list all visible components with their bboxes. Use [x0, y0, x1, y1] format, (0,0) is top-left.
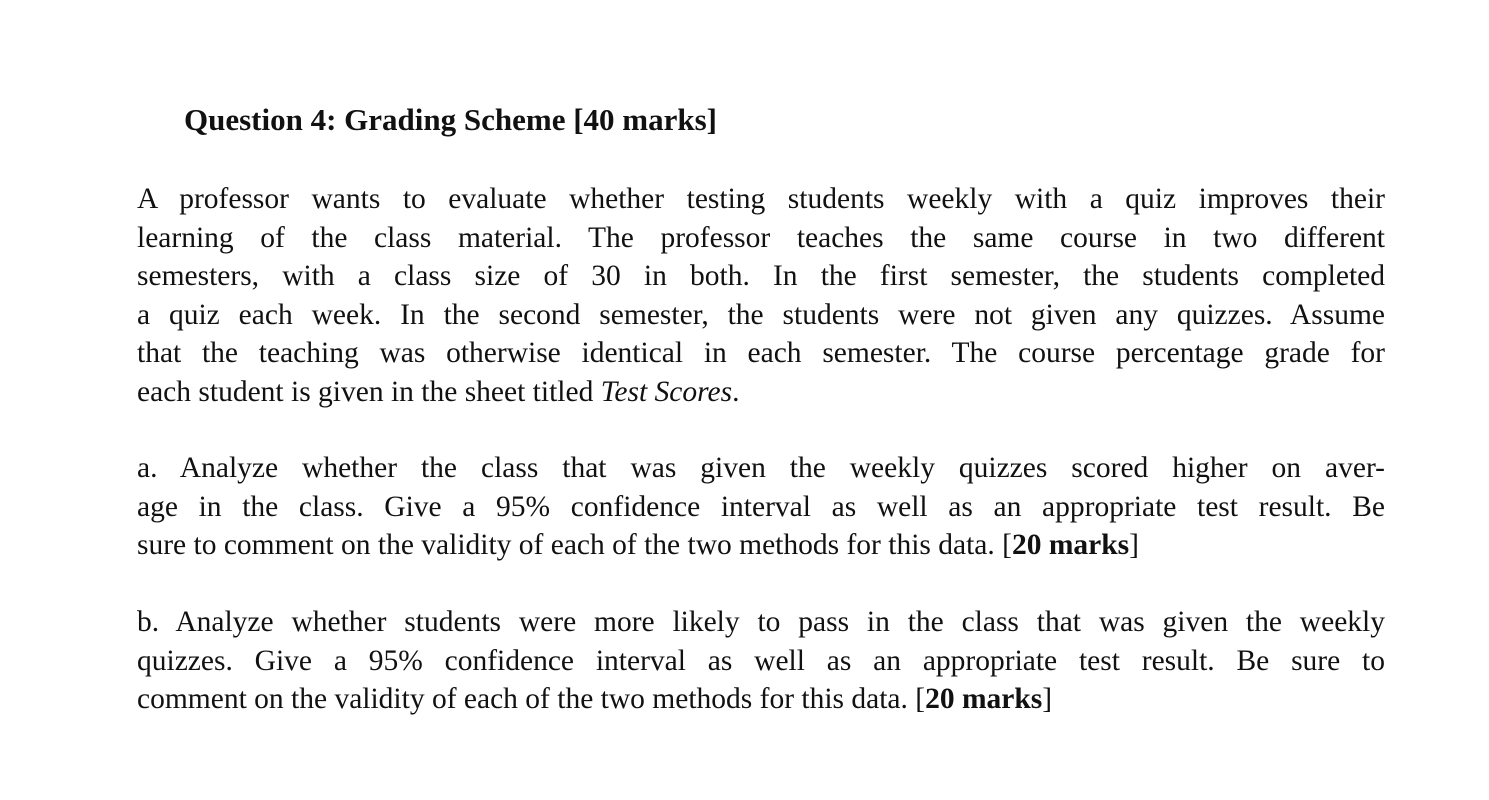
part-b-line: b. Analyze whether students were more likely to pass in the class that was given the weekly [137, 606, 1385, 638]
intro-last-line [137, 373, 1385, 412]
part-b-last-line-text: comment on the validity of each of the two methods for this data. [ [137, 683, 926, 716]
intro-paragraph [137, 180, 1385, 412]
part-a-last-line-text: sure to comment on the validity of each of the two methods for this data. [ [137, 529, 1012, 562]
intro-last-line-text: each student is given in the sheet titled [137, 375, 601, 408]
part-a-line: a. Analyze whether the class that was given the weekly quizzes scored higher on aver- [137, 452, 1385, 484]
question-title: Question 4: Grading Scheme [40 marks] [184, 102, 718, 137]
intro-line: semesters, with a class size of 30 in both. In the first semester, the students completed [137, 260, 1385, 293]
part-a-close-bracket: ] [1129, 529, 1139, 562]
part-b-last-line [137, 680, 1385, 719]
part-b-paragraph [137, 603, 1385, 719]
intro-line: a quiz each week. In the second semester, the students were not given any quizzes. Assume [137, 298, 1385, 331]
intro-period: . [732, 375, 740, 408]
part-a-paragraph [137, 449, 1385, 565]
part-a-marks: 20 marks [1011, 529, 1130, 562]
intro-line: learning of the class material. The professor teaches the same course in two different [137, 221, 1385, 254]
sheet-name: Test Scores [600, 375, 733, 408]
part-b-marks: 20 marks [925, 683, 1043, 716]
part-a-last-line [137, 526, 1385, 565]
part-a-line: age in the class. Give a 95% confidence interval as well as an appropriate test result. Be [137, 490, 1385, 523]
part-b-close-bracket: ] [1042, 683, 1053, 716]
intro-line: that the teaching was otherwise identical in each semester. The course percentage grade for [137, 337, 1385, 370]
part-b-line: quizzes. Give a 95% confidence interval as well as an appropriate test result. Be sure to [137, 644, 1385, 677]
intro-line: A professor wants to evaluate whether testing students weekly with a quiz improves their [137, 183, 1385, 215]
